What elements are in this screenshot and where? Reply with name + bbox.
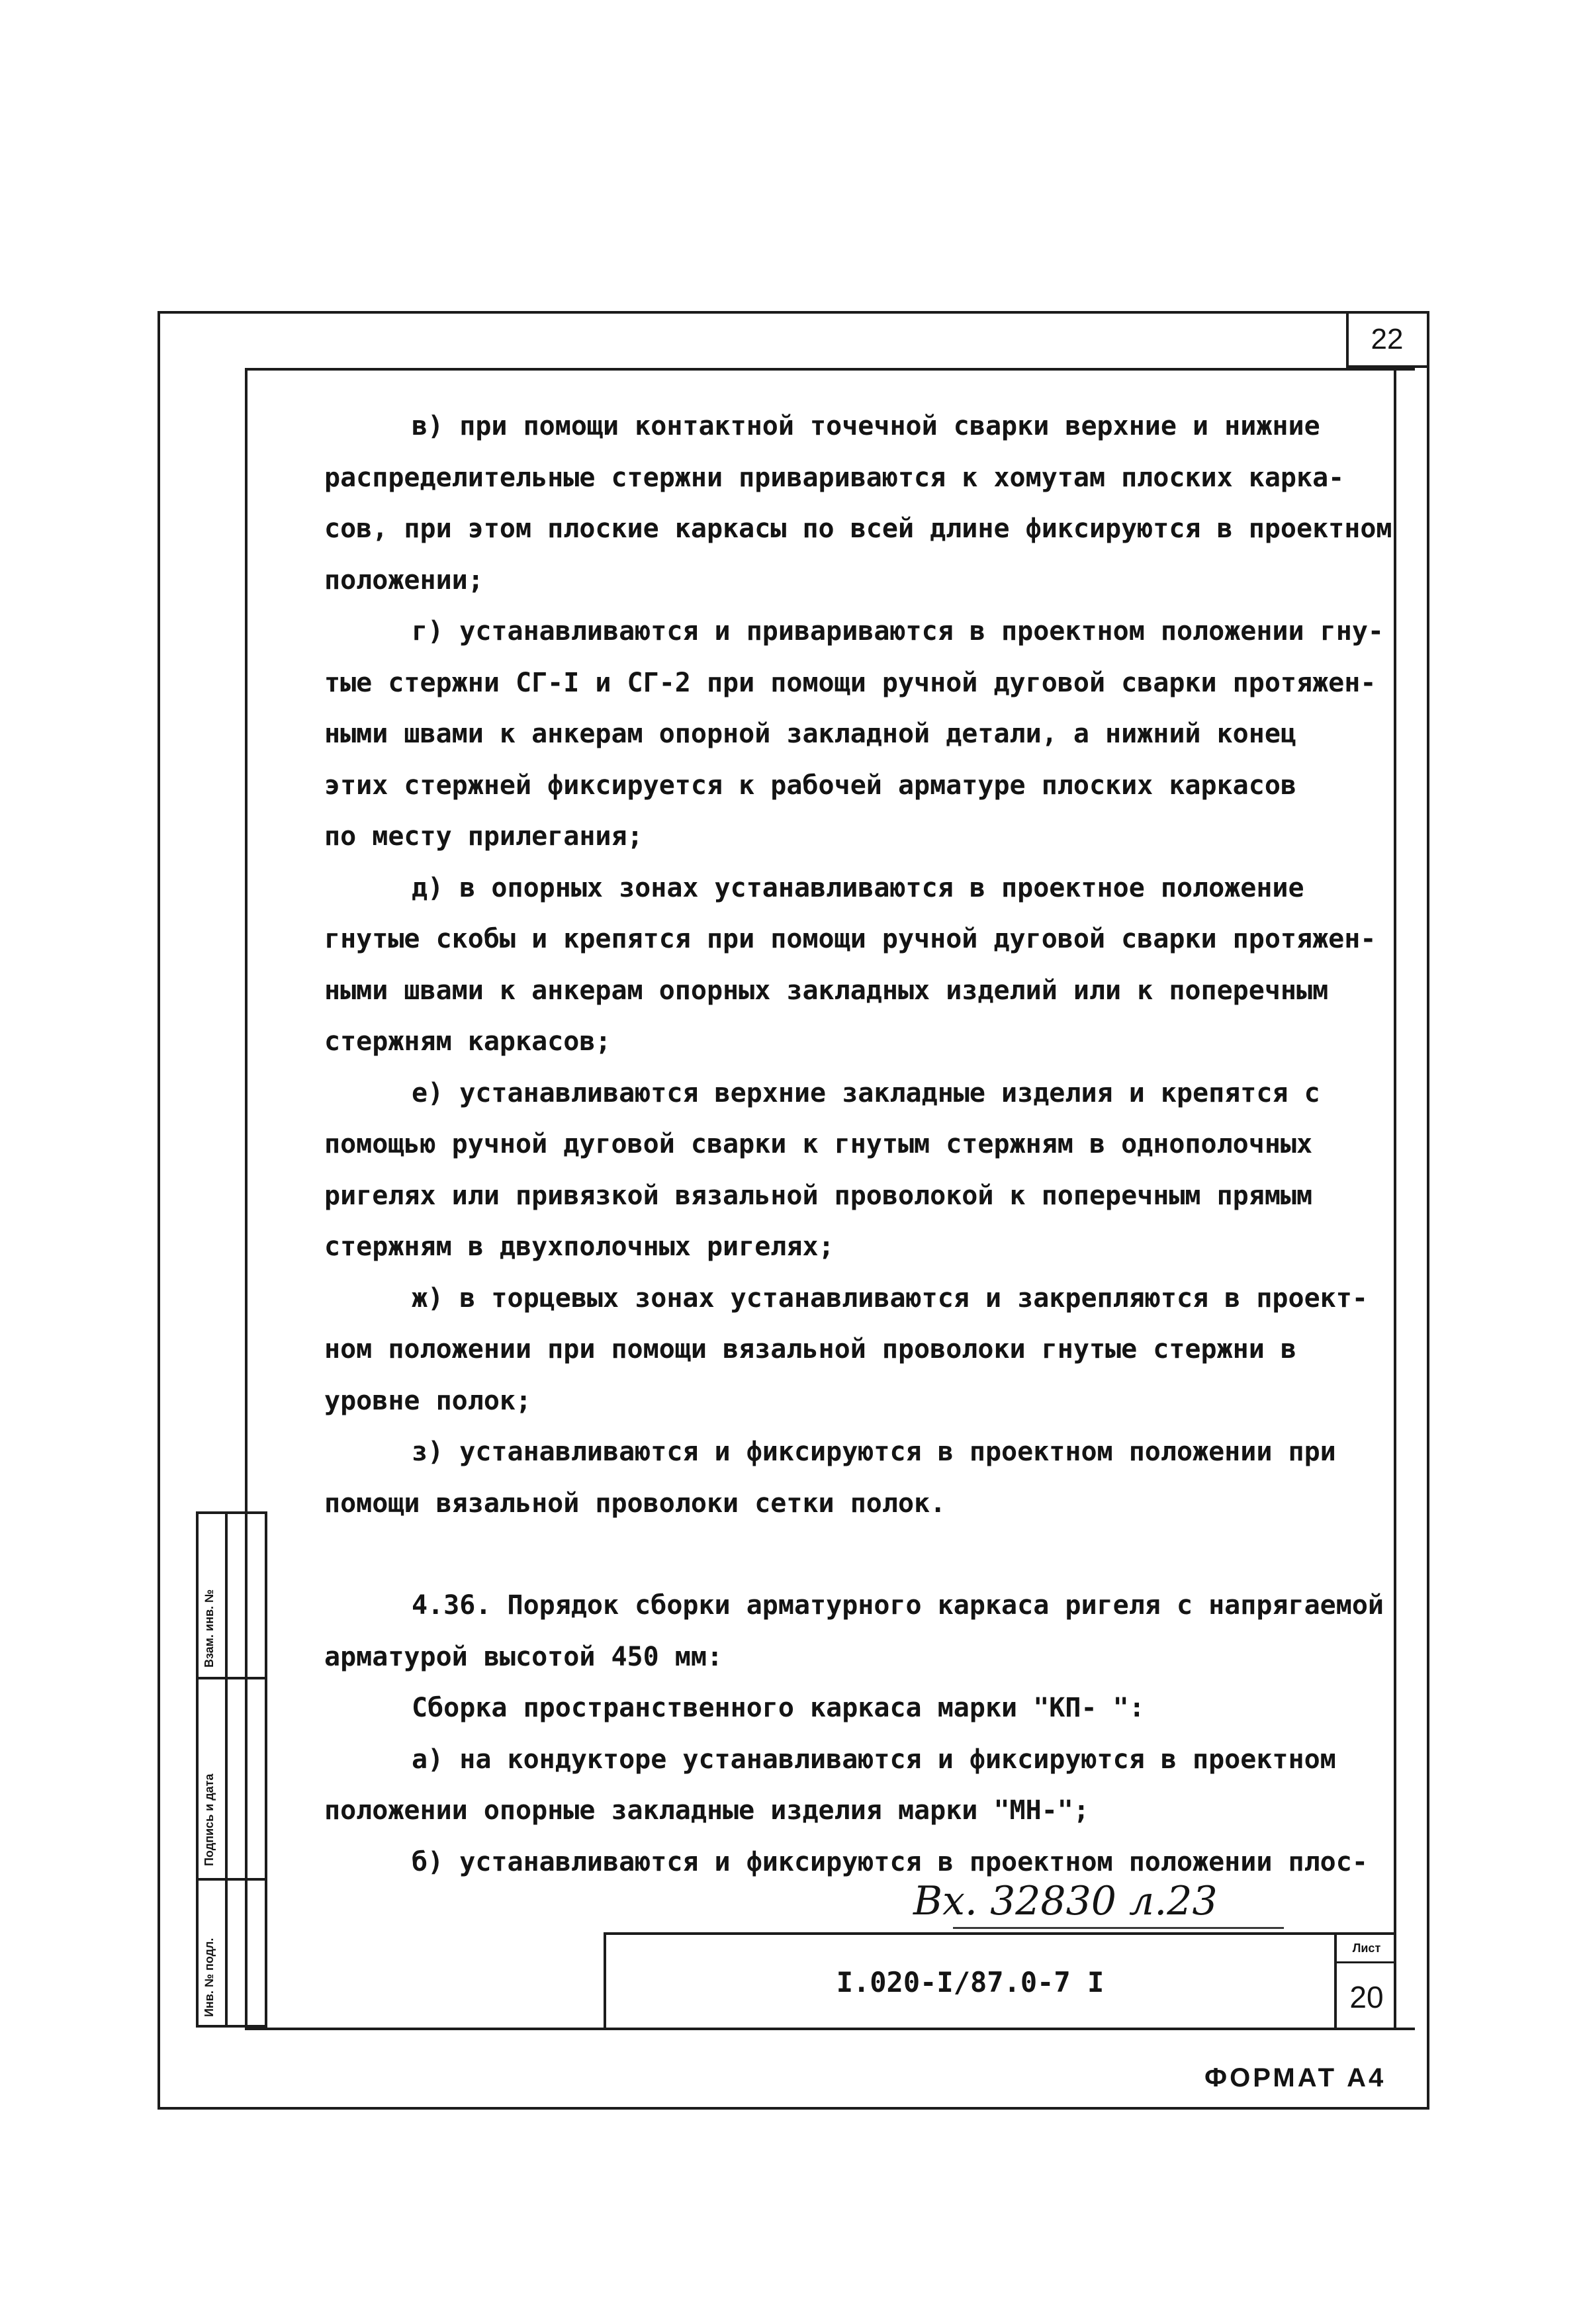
text-line: положении опорные закладные изделия марки "МН-"; [324,1795,1089,1826]
format-label: ФОРМАТ А4 [1204,2063,1386,2092]
inv-podl-label: Инв. № подл. [203,1938,216,2017]
text-line: тые стержни СГ-I и СГ-2 при помощи ручной дуговой сварки протяжен- [324,667,1377,698]
sheet-label: Лист [1352,1942,1381,1955]
podpis-data-label: Подпись и дата [203,1773,216,1866]
side-stamp-row-line [196,1677,267,1679]
body-text [324,401,1396,1888]
text-line: по месту прилегания; [324,821,643,852]
text-line: б) устанавливаются и фиксируются в проектном положении плос- [412,1846,1368,1877]
text-line: в) при помощи контактной точечной сварки верхние и нижние [412,411,1320,441]
text-line: сов, при этом плоские каркасы по всей длине фиксируются в проектном [324,514,1392,544]
text-line: ном положении при помощи вязальной проволоки гнутые стержни в [324,1334,1297,1364]
text-line: арматурой высотой 450 мм: [324,1641,723,1672]
text-line: г) устанавливаются и привариваются в проектном положении гну- [412,616,1384,647]
text-line: помощью ручной дуговой сварки к гнутым стержням в однополочных [324,1129,1313,1159]
text-line: гнутые скобы и крепятся при помощи ручной дуговой сварки протяжен- [324,924,1377,954]
text-line: положении; [324,564,484,596]
sheet-number: 20 [1349,1980,1384,2014]
title-block-label-line [1334,1961,1396,1963]
vzam-inv-label: Взам. инв. № [203,1589,216,1668]
text-line: 4.36. Порядок сборки арматурного каркаса ригеля с напрягаемой [412,1590,1384,1621]
text-line: распределительные стержни привариваются к хомутам плоских карка- [324,462,1345,493]
document-code: I.020-I/87.0-7 I [836,1966,1105,1998]
paragraph-gap [324,1529,1396,1580]
text-line: ными швами к анкерам опорной закладной детали, а нижний конец [324,719,1297,749]
text-line: з) устанавливаются и фиксируются в проектном положении при [412,1437,1336,1467]
text-line: стержням в двухполочных ригелях; [324,1231,835,1262]
text-line: д) в опорных зонах устанавливаются в проектное положение [412,872,1304,903]
text-line: помощи вязальной проволоки сетки полок. [324,1488,946,1519]
side-stamp-divider [225,1511,228,2028]
page-number: 22 [1371,323,1404,355]
text-line: стержням каркасов; [324,1026,611,1057]
text-line: а) на кондукторе устанавливаются и фиксируются в проектном [412,1744,1336,1775]
text-line: ными швами к анкерам опорных закладных изделий или к поперечным [324,975,1329,1006]
text-line: ригелях или привязкой вязальной проволокой к поперечным прямым [324,1180,1313,1211]
handwritten-registration-note: Вх. 32830 л.23 [913,1878,1218,1924]
handwritten-underline [953,1927,1284,1929]
side-stamp-row-line [196,1878,267,1881]
text-line: этих стержней фиксируется к рабочей арматуре плоских каркасов [324,770,1297,801]
text-line: уровне полок; [324,1385,532,1416]
text-line: ж) в торцевых зонах устанавливаются и закрепляются в проект- [412,1282,1368,1314]
text-line: е) устанавливаются верхние закладные изделия и крепятся с [412,1077,1320,1108]
text-line: Сборка пространственного каркаса марки "КП- ": [412,1693,1145,1723]
